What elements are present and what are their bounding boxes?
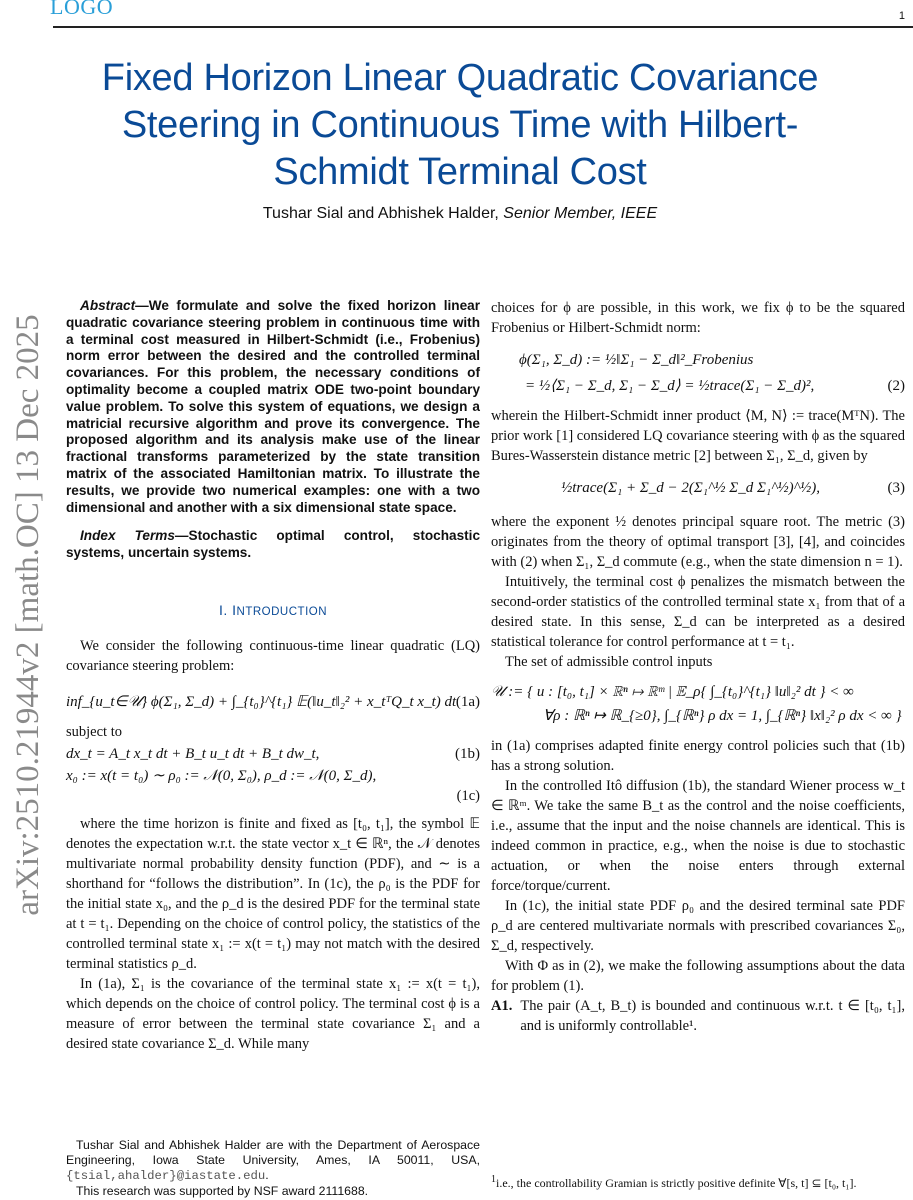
- affiliation-text: Tushar Sial and Abhishek Halder are with the Department of Aerospace Engineering, Iowa State University, Ames, IA 50011, USA,: [66, 1138, 480, 1167]
- right-paragraph-1: choices for ϕ are possible, in this work, we fix ϕ to be the squared Frobenius or Hilbert-Schmidt norm:: [491, 300, 905, 336]
- author-emails[interactable]: {tsial,ahalder}@iastate.edu: [66, 1169, 266, 1183]
- author-membership: Senior Member, IEEE: [503, 205, 658, 222]
- equation-3: [561, 478, 905, 498]
- index-terms-text: Stochastic optimal control, stochastic systems, uncertain systems.: [66, 528, 481, 561]
- footnote-1-text: i.e., the controllability Gramian is strictly positive definite ∀[s, t] ⊆ [t₀, t₁].: [496, 1176, 857, 1190]
- right-paragraph-6: in (1a) comprises adapted finite energy control policies such that (1b) has a strong solution.: [491, 738, 905, 774]
- author-line: [60, 205, 860, 223]
- right-paragraph-7: In the controlled Itô diffusion (1b), the standard Wiener process w_t ∈ ℝᵐ. We take the same B_t as the control and the noise coefficients, i.e., assume that the input and the noise channels are identical. This is indeed common in practice, e.g., when the noise is due to stochastic actuation, or when the noise enters through external force/torque/current.: [491, 778, 905, 894]
- right-column: [491, 298, 905, 1036]
- intro-paragraph-3: In (1a), Σ₁ is the covariance of the terminal state x₁ := x(t = t₁), which depends on the choice of control policy. The terminal cost ϕ is a measure of error between the terminal state covariance Σ₁ and a desired state covariance Σ_d. While many: [66, 975, 480, 1052]
- equation-1c-body: x₀ := x(t = t₀) ∼ ρ₀ := 𝒩(0, Σ₀), ρ_d := 𝒩(0, Σ_d),: [66, 767, 377, 784]
- right-paragraph-5: The set of admissible control inputs: [505, 654, 713, 670]
- assumption-a1-text: The pair (A_t, B_t) is bounded and continuous w.r.t. t ∈ [t₀, t₁], and is uniformly controllable¹.: [520, 998, 905, 1034]
- arxiv-identifier-stamp[interactable]: arXiv:2510.21944v2 [math.OC] 13 Dec 2025: [10, 314, 46, 916]
- abstract-label: Abstract: [80, 298, 136, 313]
- section-title-initial: I: [232, 601, 237, 618]
- equation-1c-number: (1c): [456, 787, 480, 804]
- journal-logo: LOGO: [50, 0, 114, 19]
- equation-1a-body: inf_{u_t∈𝒰} ϕ(Σ₁, Σ_d) + ∫_{t₀}^{t₁} 𝔼(‖u_t‖₂² + x_tᵀQ_t x_t) dt: [66, 693, 457, 710]
- index-terms: Index Terms—Stochastic optimal control, stochastic systems, uncertain systems.: [66, 528, 481, 561]
- equation-admissible-set-line-1-body: 𝒰 := { u : [t₀, t₁] × ℝⁿ ↦ ℝᵐ | 𝔼_ρ{ ∫_{t₀}^{t₁} ‖u‖₂² dt } < ∞: [491, 684, 854, 700]
- footnote-1: [491, 1172, 905, 1191]
- equation-2-line-2-body: = ½⟨Σ₁ − Σ_d, Σ₁ − Σ_d⟩ = ½trace(Σ₁ − Σ_d)²,: [525, 378, 815, 394]
- equation-1a: [66, 692, 480, 712]
- equation-1b-number: (1b): [455, 745, 480, 762]
- affiliation-period: .: [265, 1168, 269, 1182]
- equation-3-number: (3): [887, 480, 905, 496]
- intro-paragraph-2: where the time horizon is finite and fixed as [t₀, t₁], the symbol 𝔼 denotes the expectation w.r.t. the state vector x_t ∈ ℝⁿ, the 𝒩 denotes multivariate normal probability density function (PDF), and ∼ is a shorthand for “follows the distribution”. In (1c), the ρ₀ is the PDF for the initial state x₀, and the ρ_d is the desired PDF for the terminal state at t = t₁. Depending on the choice of control policy, the statistics of the controlled terminal state x₁ := x(t = t₁) may not match with the desired terminal statistics ρ_d.: [66, 815, 480, 972]
- equation-1b-body: dx_t = A_t x_t dt + B_t u_t dt + B_t dw_t,: [66, 745, 320, 762]
- assumption-a1: [491, 996, 905, 1036]
- equation-admissible-set-line-1: [491, 682, 905, 702]
- equation-2-number: (2): [887, 378, 905, 394]
- left-column: [66, 298, 480, 1054]
- affiliation-footnote: [66, 1138, 480, 1199]
- header-rule: [53, 26, 913, 28]
- section-title-rest: NTRODUCTION: [236, 605, 328, 618]
- author-names: Tushar Sial and Abhishek Halder,: [262, 205, 504, 222]
- equation-2-line-1-body: ϕ(Σ₁, Σ_d) := ½‖Σ₁ − Σ_d‖²_Frobenius: [519, 352, 754, 368]
- intro-paragraph-1: We consider the following continuous-time linear quadratic (LQ) covariance steering problem:: [66, 637, 480, 674]
- footnote-1-marker: 1: [491, 1174, 496, 1185]
- section-number: I.: [218, 601, 233, 618]
- right-paragraph-9: With Φ as in (2), we make the following assumptions about the data for problem (1).: [491, 958, 905, 994]
- section-heading-introduction: [66, 600, 480, 622]
- paper-title: Fixed Horizon Linear Quadratic Covariance Steering in Continuous Time with Hilbert-Schmidt Terminal Cost: [101, 57, 819, 193]
- assumption-a1-label: A1.: [491, 998, 513, 1014]
- page-number: 1: [898, 10, 905, 22]
- index-terms-label: Index Terms: [80, 528, 175, 544]
- equation-admissible-set-line-2-body: ∀ρ : ℝⁿ ↦ ℝ_{≥0}, ∫_{ℝⁿ} ρ dx = 1, ∫_{ℝⁿ} ‖x‖₂² ρ dx < ∞ }: [543, 708, 902, 724]
- equation-2-line-2: [525, 376, 905, 396]
- equation-admissible-set-line-2: [543, 706, 905, 726]
- right-paragraph-3: where the exponent ½ denotes principal square root. The metric (3) originates from the theory of optimal transport [3], [4], and coincides with (2) when Σ₁, Σ_d commute (e.g., when the state dimension n = 1).: [491, 514, 905, 570]
- equation-1a-number: (1a): [455, 693, 480, 710]
- right-paragraph-4: Intuitively, the terminal cost ϕ penalizes the mismatch between the second-order statistics of the controlled terminal state x₁ from that of a desired state. In this sense, Σ_d can be interpreted as a desired statistical tolerance for control performance at t = t₁.: [491, 574, 905, 650]
- equation-1b: [66, 744, 480, 764]
- equation-3-body: ½trace(Σ₁ + Σ_d − 2(Σ₁^½ Σ_d Σ₁^½)^½),: [561, 480, 820, 496]
- right-paragraph-2: wherein the Hilbert-Schmidt inner product ⟨M, N⟩ := trace(MᵀN). The prior work [1] considered LQ covariance steering with ϕ as the squared Bures-Wasserstein distance metric [2] between Σ₁, Σ_d, given by: [491, 408, 905, 464]
- funding-note: This research was supported by NSF award 2111688.: [76, 1184, 369, 1198]
- abstract: Abstract—We formulate and solve the fixed horizon linear quadratic covariance steering problem in continuous time with a terminal cost measured in Hilbert-Schmidt (i.e., Frobenius) norm error between the desired and the controlled terminal covariances. For this problem, the necessary conditions of optimality become a coupled matrix ODE two-point boundary value problem. To solve this system of equations, we design a matricial recursive algorithm and prove its convergence. The proposed algorithm and its analysis make use of the linear fractional transforms parameterized by the state transition matrix of the associated Hamiltonian matrix. To illustrate the results, we provide two numerical examples: one with a two dimensional and another with a six dimensional state space.: [66, 298, 480, 515]
- equation-2-line-1: [519, 350, 905, 370]
- right-paragraph-8: In (1c), the initial state PDF ρ₀ and the desired terminal sate PDF ρ_d are centered multivariate normals with prescribed covariances Σ₀, Σ_d, respectively.: [491, 898, 905, 954]
- abstract-text: We formulate and solve the fixed horizon linear quadratic covariance steering problem in continuous time with a terminal cost measured in Hilbert-Schmidt (i.e., Frobenius) norm error between the desired and the controlled terminal covariances. For this problem, the necessary conditions of optimality become a coupled matrix ODE two-point boundary value problem. To solve this system of equations, we design a matricial recursive algorithm and prove its convergence. The proposed algorithm and its analysis make use of the linear fractional transforms parameterized by the state transition matrix of the associated Hamiltonian matrix. To illustrate the results, we provide two numerical examples: one with a two dimensional and another with a six dimensional state space.: [66, 298, 480, 515]
- subject-to-label: subject to: [66, 723, 122, 740]
- equation-1c: [66, 766, 480, 786]
